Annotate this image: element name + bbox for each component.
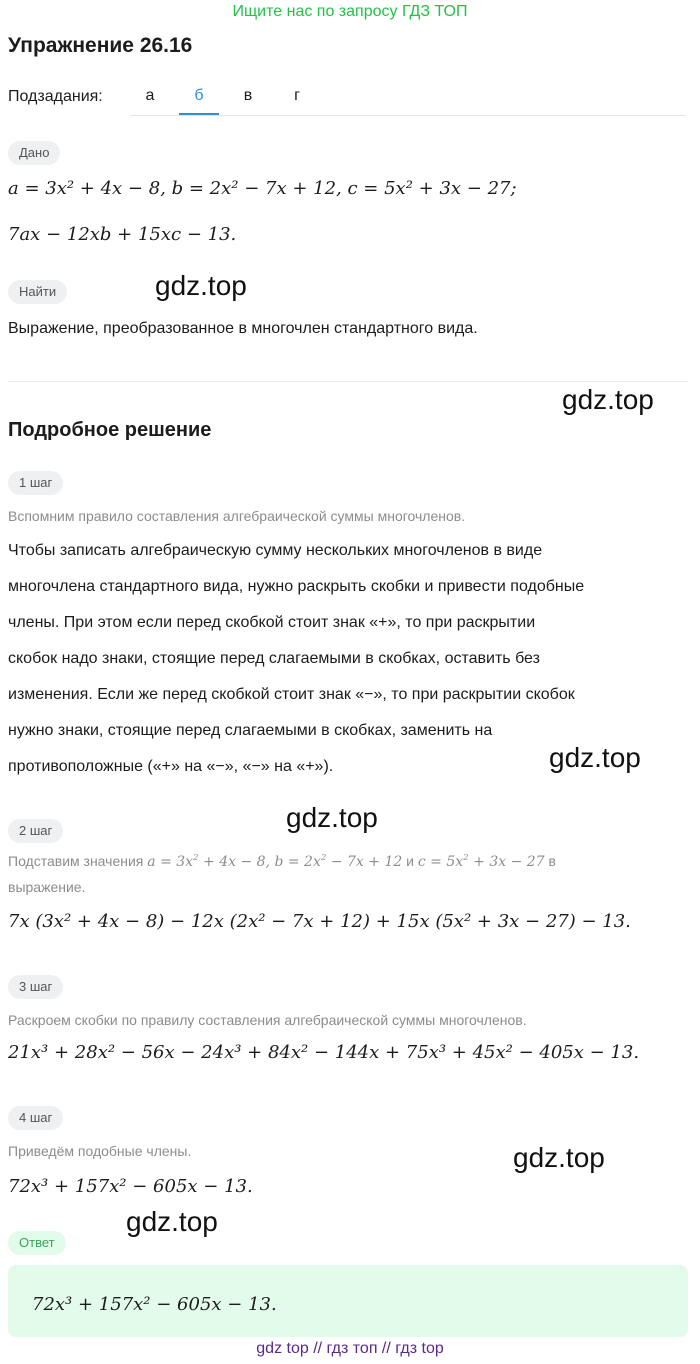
step-1-line: изменения. Если же перед скобкой стоит знак «−», то при раскрытии скобок [8,686,575,703]
step-1-line: нужно знаки, стоящие перед слагаемыми в скобках, заменить на [8,722,493,739]
step-2-hint-a: $a = 3x^2 + 4x - 8$, $b = 2x^2 - 7x + 12$ [147,852,403,870]
step-1-line: Чтобы записать алгебраическую сумму нескольких многочленов в виде [8,542,543,559]
step-1-line: скобок надо знаки, стоящие перед слагаемыми в скобках, оставить без [8,650,540,667]
answer-chip: Ответ [8,1231,66,1255]
step-3-chip: 3 шаг [8,975,63,999]
step-1-line: члены. При этом если перед скобкой стоит знак «+», то при раскрытии [8,614,536,631]
step-1-chip: 1 шаг [8,471,63,495]
find-chip: Найти [8,280,67,304]
page-title: Упражнение 26.16 [8,34,193,57]
step-2-formula-text: 7x (3x² + 4x − 8) − 12x (2x² − 7x + 12) + 15x (5x² + 3x − 27) − 13. [8,911,631,932]
step-2-chip: 2 шаг [8,819,63,843]
step-2-hint-end: в [548,853,556,869]
step-4-hint: Приведём подобные члены. [8,1143,192,1159]
watermark: gdz.top [155,270,247,301]
step-4-chip: 4 шаг [8,1106,63,1130]
given-chip: Дано [8,141,60,165]
step-4-formula-text: 72x³ + 157x² − 605x − 13. [8,1176,253,1197]
tab-g[interactable]: г [294,87,300,104]
solution-title: Подробное решение [8,419,212,441]
step-3-formula [8,1042,639,1063]
step-4-formula [8,1176,253,1197]
tab-a[interactable]: а [145,87,155,104]
watermark: gdz.top [513,1142,605,1173]
given-formula-1 [8,178,517,199]
step-1-line: противоположные («+» на «−», «−» на «+»). [8,758,334,775]
answer-formula [32,1294,277,1315]
given-line-1: a = 3x² + 4x − 8, b = 2x² − 7x + 12, c = 5x² + 3x − 27; [8,178,517,199]
subtasks-label: Подзадания: [8,88,103,105]
step-2-formula [8,911,631,932]
search-banner[interactable]: Ищите нас по запросу ГДЗ ТОП [232,3,468,20]
step-2-hint-line2: выражение. [8,879,86,895]
find-text: Выражение, преобразованное в многочлен стандартного вида. [8,320,478,337]
step-1-line: многочлена стандартного вида, нужно раскрыть скобки и привести подобные [8,578,585,595]
watermark: gdz.top [286,802,378,833]
given-formula-2 [8,224,236,245]
answer-formula-text: 72x³ + 157x² − 605x − 13. [32,1294,277,1315]
watermark: gdz.top [126,1206,218,1237]
tab-b[interactable]: б [179,78,219,115]
step-3-formula-text: 21x³ + 28x² − 56x − 24x³ + 84x² − 144x + 75x³ + 45x² − 405x − 13. [8,1042,640,1063]
subtasks-tabs [130,78,686,116]
step-1-hint: Вспомним правило составления алгебраической суммы многочленов. [8,508,466,524]
footer-links[interactable]: gdz top // гдз топ // гдз top [256,1340,444,1357]
step-2-hint-c: $c = 5x^2 + 3x - 27$ [417,852,545,870]
watermark: gdz.top [549,742,641,773]
watermark: gdz.top [562,384,654,415]
divider [8,381,688,382]
step-3-hint: Раскроем скобки по правилу составления алгебраической суммы многочленов. [8,1012,527,1028]
step-2-hint-start: Подставим значения [8,853,144,869]
step-2-hint [8,853,556,870]
tab-v[interactable]: в [243,87,253,104]
step-2-hint-mid: и [406,853,414,869]
given-line-2: 7ax − 12xb + 15xc − 13. [8,224,237,245]
